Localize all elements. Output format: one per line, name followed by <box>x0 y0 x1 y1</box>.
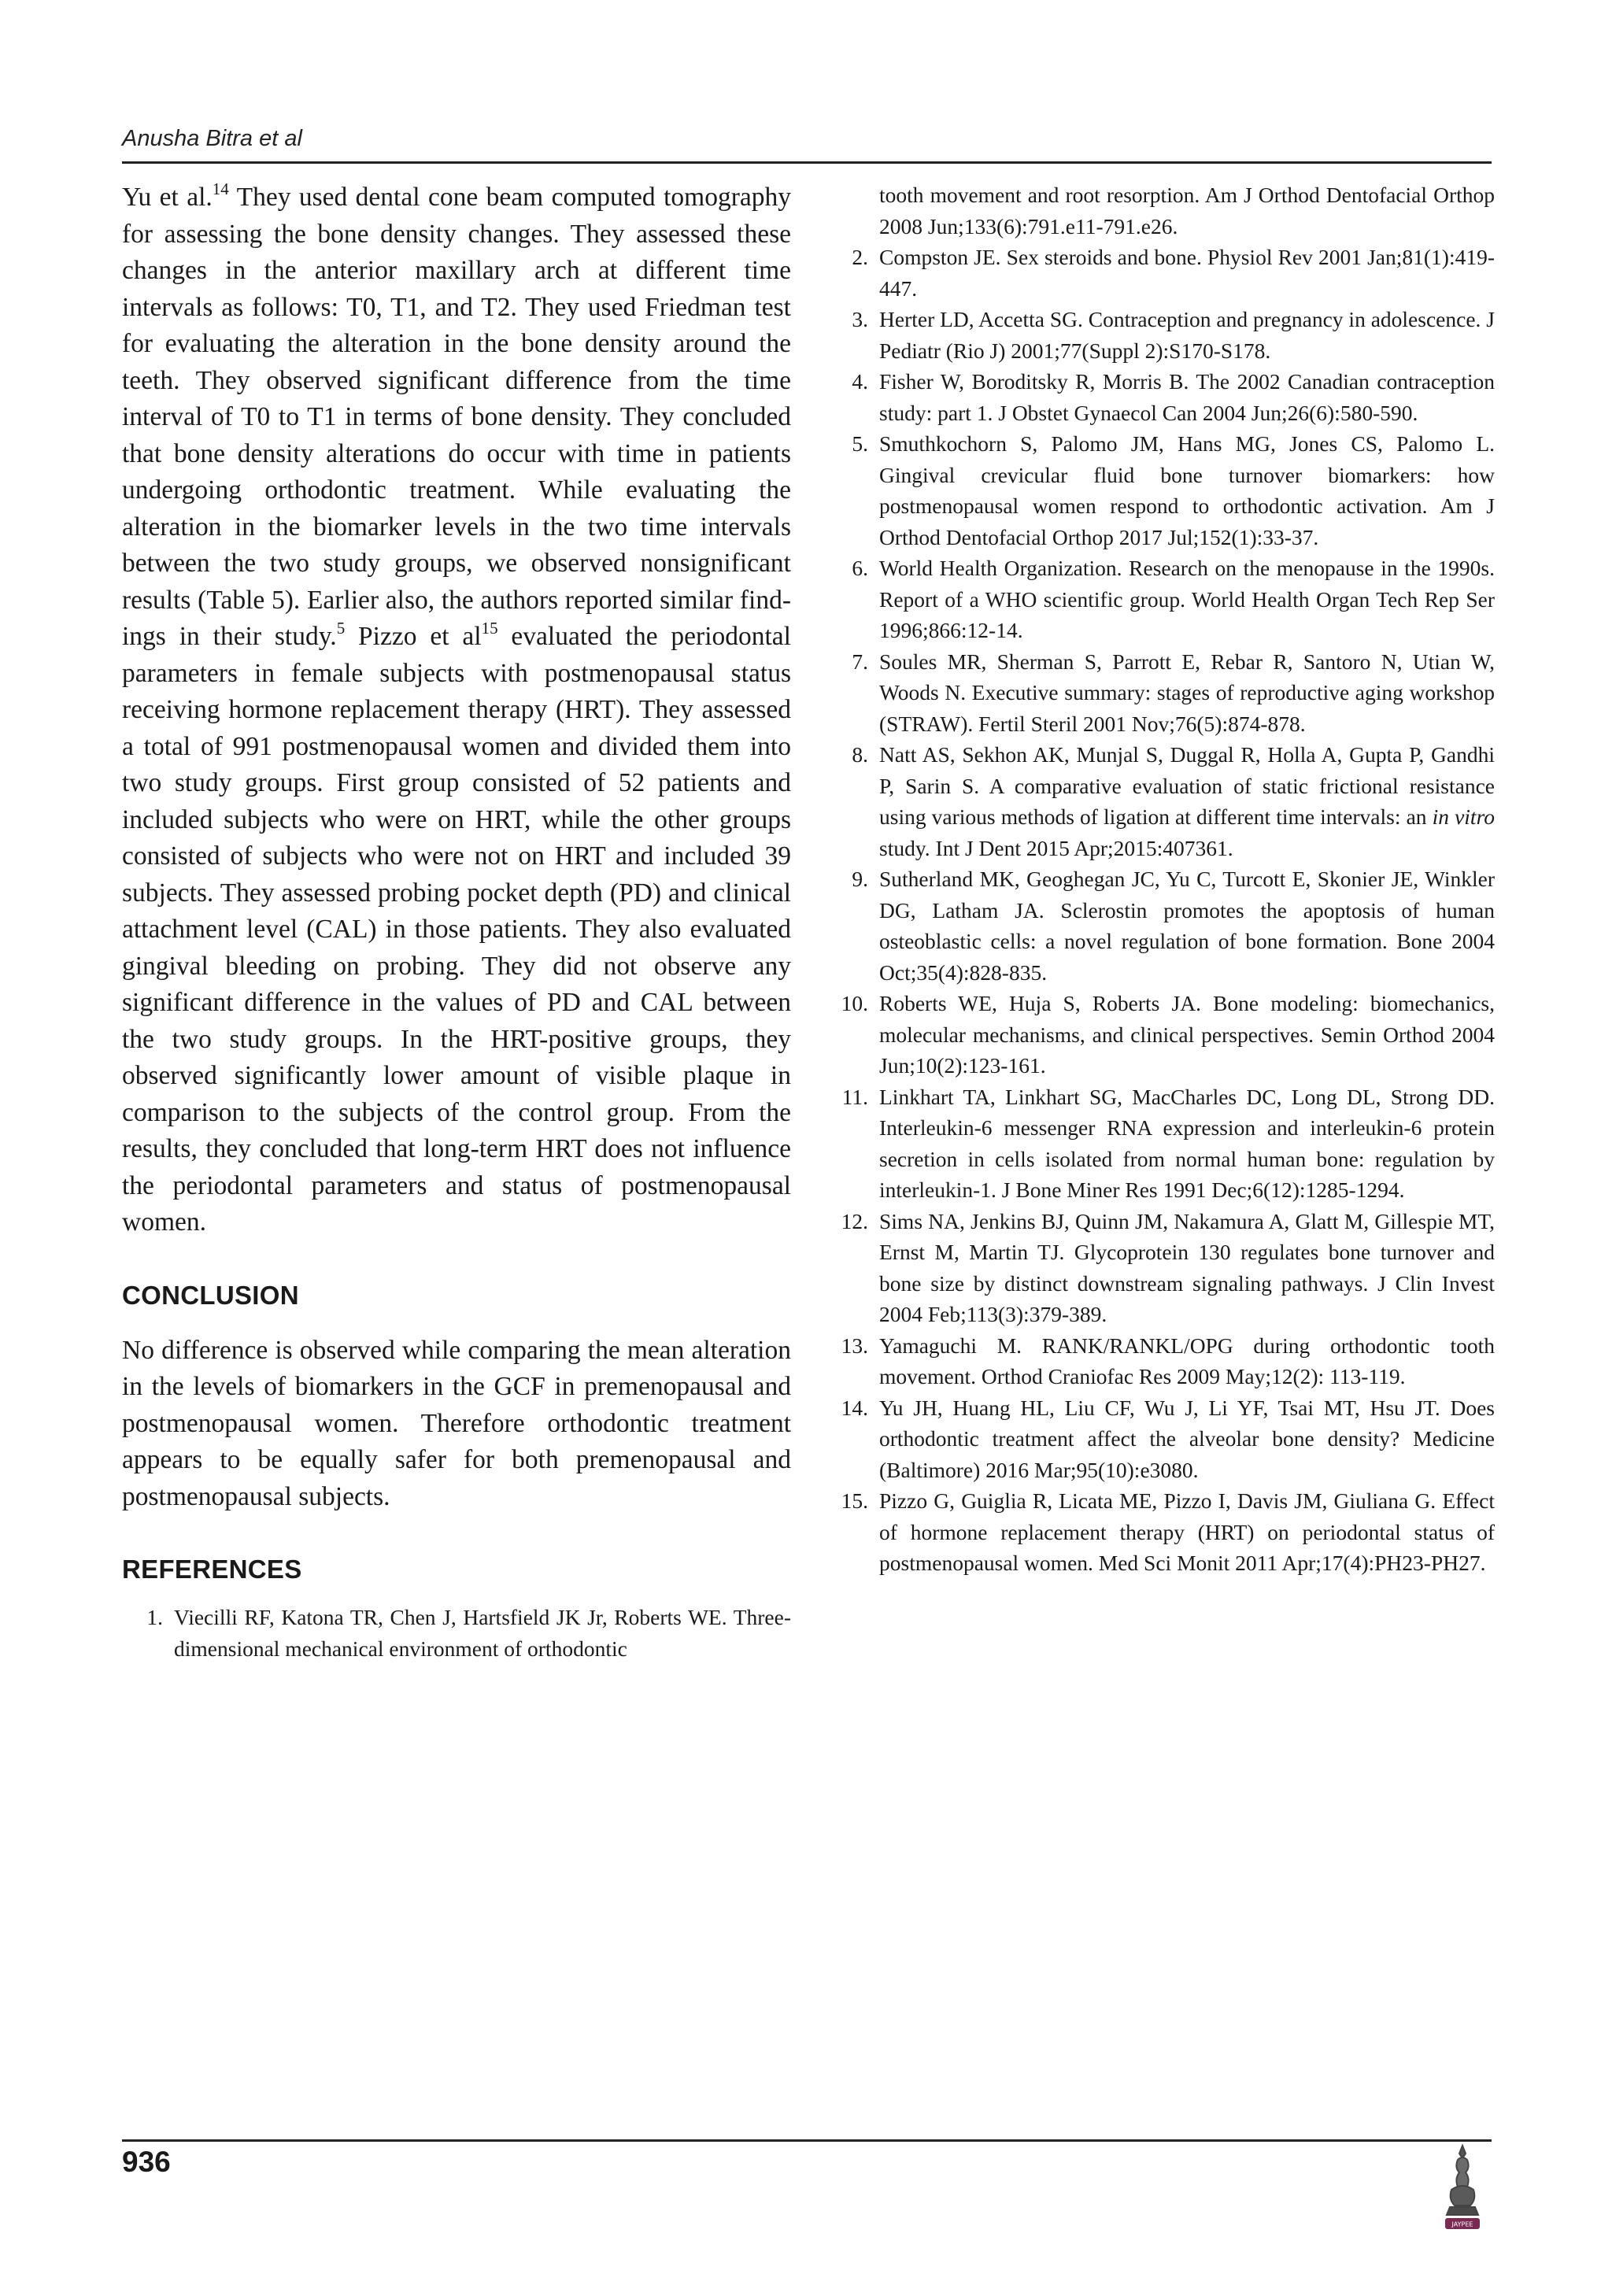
reference-item <box>837 304 1495 366</box>
page-number: 936 <box>122 2146 171 2178</box>
reference-text: Soules MR, Sherman S, Parrott E, Rebar R, Santoro N, Utian W, Woods N. Executive summary: stages of reproductive aging workshop (STRAW). Fertil Steril 2001 Nov;76(5):874-878. <box>879 649 1495 736</box>
reference-number: 12. <box>841 1208 868 1233</box>
reference-number: 15. <box>841 1488 868 1513</box>
reference-item <box>837 428 1495 553</box>
reference-text: Smuthkochorn S, Palomo JM, Hans MG, Jones CS, Palomo L. Gingival crevicular fluid bone turnover biomarkers: how postmenopausal women respond to orthodontic activation. Am J Orthod Dentofacial Orthop 2017 Jul;152(1):33-37. <box>879 431 1495 549</box>
reference-number: 11. <box>841 1084 868 1109</box>
reference-number: 4. <box>852 369 868 394</box>
citation-superscript[interactable]: 14 <box>212 179 229 198</box>
reference-number: 7. <box>852 649 868 674</box>
reference-item <box>837 1081 1495 1206</box>
reference-text: Sutherland MK, Geoghegan JC, Yu C, Turcott E, Skonier JE, Winkler DG, Latham JA. Sclerostin promotes the apoptosis of human osteoblastic cells: a novel regulation of bone formation. Bone 2004 Oct;35(4):828-835. <box>879 867 1495 985</box>
header-rule <box>122 161 1492 164</box>
conclusion-paragraph: No difference is observed while comparing the mean alteration in the levels of biomarkers in the GCF in premenopausal and postmenopausal women. Therefore orthodontic treatment appears to be equally safer for both premenopausal and postmenopausal subjects. <box>122 1335 791 1511</box>
text-run: They used dental cone beam computed tomography for assessing the bone density changes. They assessed these changes in the anterior maxillary arch at different time intervals as follows: T0, T1, and T2. They used Friedman test for evaluating the alteration in the bone density around the teeth. They observed significant difference from the time interval of T0 to T1 in terms of bone density. They concluded that bone density alterations do occur with time in patients undergoing orthodontic treatment. While evaluating the alteration in the biomarker levels in the two time intervals between the two study groups, we observed nonsignificant results (Table 5). Earlier also, the authors reported similar findings in their study. <box>122 183 791 651</box>
conclusion-heading: CONCLUSION <box>122 1280 299 1310</box>
reference-text: Pizzo G, Guiglia R, Licata ME, Pizzo I, Davis JM, Giuliana G. Effect of hormone replacement therapy (HRT) on periodontal status of postmenopausal women. Med Sci Monit 2011 Apr;17(4):PH23-PH27. <box>879 1488 1495 1575</box>
publisher-logo-icon <box>1442 2141 1483 2234</box>
reference-number: 6. <box>852 556 868 580</box>
reference-number: 13. <box>841 1333 868 1358</box>
reference-list-right <box>837 242 1495 1579</box>
reference-number: 10. <box>841 991 868 1015</box>
reference-item <box>837 553 1495 646</box>
reference-text: Linkhart TA, Linkhart SG, MacCharles DC, Long DL, Strong DD. Interleukin-6 messenger RNA expression and interleukin-6 protein secretion in cells isolated from normal human bone: regulation by interleukin-1. J Bone Miner Res 1991 Dec;6(12):1285-1294. <box>879 1084 1495 1202</box>
reference-italic: in vitro <box>1432 804 1495 829</box>
reference-text: Yu JH, Huang HL, Liu CF, Wu J, Li YF, Tsai MT, Hsu JT. Does orthodontic treatment affect the alveolar bone density? Medicine (Baltimore) 2016 Mar;95(10):e3080. <box>879 1395 1495 1482</box>
text-run: evaluated the periodontal parameters in female subjects with postmenopausal status receiving hormone replacement therapy (HRT). They assessed a total of 991 postmenopausal women and divided them into two study groups. First group consisted of 52 patients and included subjects who were on HRT, while the other groups consisted of subjects who were not on HRT and included 39 subjects. They assessed probing pocket depth (PD) and clinical attachment level (CAL) in those patients. They also evaluated gingival bleeding on probing. They did not observe any significant difference in the values of PD and CAL between the two study groups. In the HRT-positive groups, they observed significantly lower amount of visible plaque in comparison to the subjects of the control group. From the results, they concluded that long-term HRT does not influence the periodontal parameters and status of postmenopausal women. <box>122 622 791 1237</box>
reference-text: World Health Organization. Research on the menopause in the 1990s. Report of a WHO scientific group. World Health Organ Tech Rep Ser 1996;866:12-14. <box>879 556 1495 642</box>
reference-item <box>837 1330 1495 1392</box>
reference-number: 14. <box>841 1395 868 1420</box>
reference-item-1-continued: tooth movement and root resorption. Am J Orthod Dentofacial Orthop 2008 Jun;133(6):791.e11-791.e26. <box>879 183 1495 238</box>
reference-text: Fisher W, Boroditsky R, Morris B. The 2002 Canadian contraception study: part 1. J Obstet Gynaecol Can 2004 Jun;26(6):580-590. <box>879 369 1495 425</box>
publisher-logo-label: JAYPEE <box>1451 2220 1473 2228</box>
reference-number: 8. <box>852 742 868 767</box>
running-head: Anusha Bitra et al <box>122 126 302 151</box>
reference-item <box>837 1206 1495 1330</box>
reference-item <box>837 1485 1495 1579</box>
reference-item <box>837 242 1495 304</box>
reference-text: Herter LD, Accetta SG. Contraception and pregnancy in adolescence. J Pediatr (Rio J) 2001;77(Suppl 2):S170-S178. <box>879 307 1495 363</box>
reference-number: 2. <box>852 245 868 269</box>
reference-number: 5. <box>852 431 868 456</box>
reference-text: Compston JE. Sex steroids and bone. Physiol Rev 2001 Jan;81(1):419-447. <box>879 245 1495 301</box>
reference-list-left <box>122 1602 791 1664</box>
reference-text: Yamaguchi M. RANK/RANKL/OPG during orthodontic tooth movement. Orthod Craniofac Res 2009 May;12(2): 113-119. <box>879 1333 1495 1388</box>
reference-item <box>837 646 1495 740</box>
reference-item <box>837 863 1495 988</box>
footer-rule <box>122 2139 1492 2142</box>
text-run: Pizzo et al <box>345 622 482 651</box>
reference-item <box>837 366 1495 428</box>
reference-text: study. Int J Dent 2015 Apr;2015:407361. <box>879 835 1233 860</box>
reference-item <box>837 988 1495 1081</box>
discussion-paragraph <box>122 179 791 1241</box>
reference-text: Natt AS, Sekhon AK, Munjal S, Duggal R, Holla A, Gupta P, Gandhi P, Sarin S. A comparative evaluation of static frictional resistance using various methods of ligation at different time intervals: an <box>879 742 1495 829</box>
reference-number: 1. <box>146 1605 163 1629</box>
reference-text: Roberts WE, Huja S, Roberts JA. Bone modeling: biomechanics, molecular mechanisms, and clinical perspectives. Semin Orthod 2004 Jun;10(2):123-161. <box>879 991 1495 1078</box>
reference-text: Viecilli RF, Katona TR, Chen J, Hartsfield JK Jr, Roberts WE. Three-dimensional mechanical environment of orthodontic <box>174 1605 791 1661</box>
reference-item-8 <box>837 739 1495 863</box>
citation-superscript[interactable]: 5 <box>336 619 346 638</box>
right-column <box>837 179 1495 1579</box>
reference-item-1 <box>122 1602 791 1664</box>
citation-superscript[interactable]: 15 <box>481 619 498 638</box>
text-run: Yu et al. <box>122 183 213 212</box>
reference-text: Sims NA, Jenkins BJ, Quinn JM, Nakamura A, Glatt M, Gillespie MT, Ernst M, Martin TJ. Glycoprotein 130 regulates bone turnover and bone size by distinct downstream signaling pathways. J Clin Invest 2004 Feb;113(3):379-389. <box>879 1208 1495 1326</box>
references-heading: REFERENCES <box>122 1555 302 1584</box>
left-column <box>122 179 791 1664</box>
reference-number: 9. <box>852 867 868 891</box>
reference-item <box>837 1392 1495 1486</box>
reference-number: 3. <box>852 307 868 331</box>
